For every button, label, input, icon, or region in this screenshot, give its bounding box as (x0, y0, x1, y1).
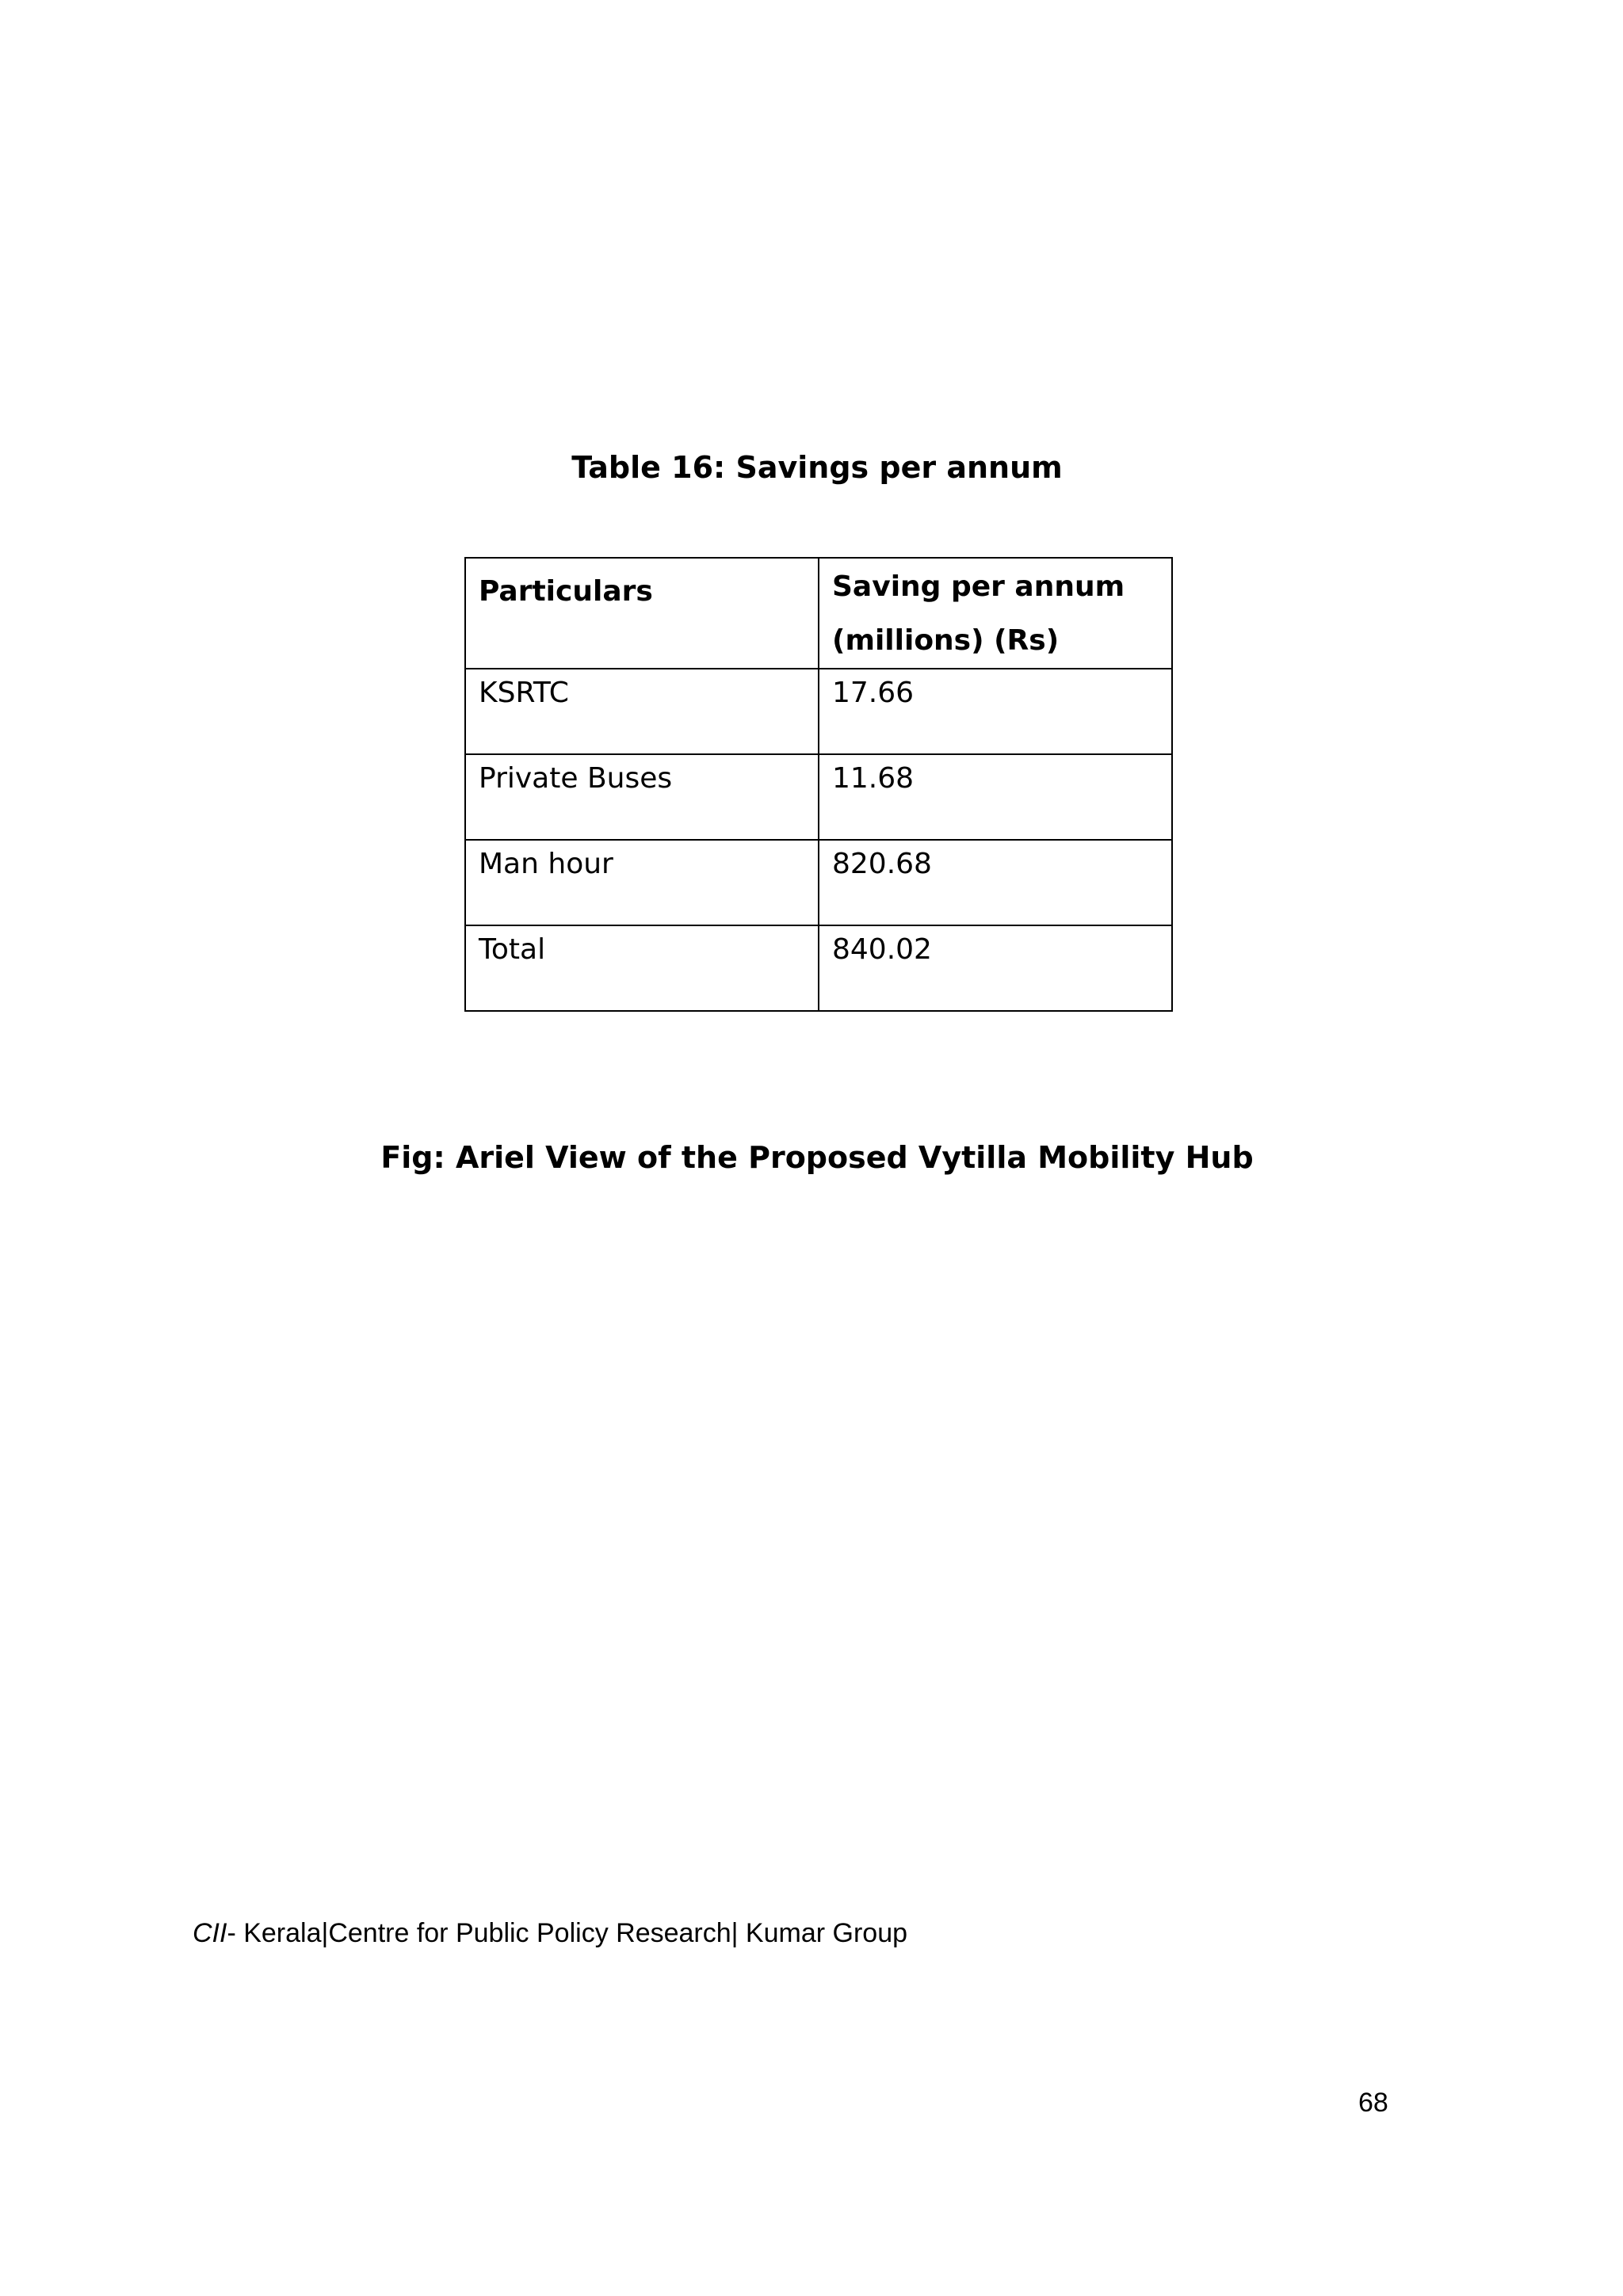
row-particular: Private Buses (465, 754, 819, 840)
header-particulars: Particulars (465, 558, 819, 669)
header-saving-line1: Saving per annum (832, 570, 1125, 603)
table-title: Table 16: Savings per annum (571, 450, 1063, 485)
table-row (465, 669, 1172, 754)
footer-text: - Kerala|Centre for Public Policy Research| Kumar Group (227, 1918, 908, 1948)
table-row (465, 925, 1172, 1011)
footer-org: CII (193, 1918, 227, 1948)
page-number: 68 (1358, 2088, 1388, 2118)
row-particular: Total (465, 925, 819, 1011)
page-footer (193, 1916, 907, 1951)
row-particular: KSRTC (465, 669, 819, 754)
row-saving: 820.68 (819, 840, 1172, 925)
header-saving-per-annum (819, 558, 1172, 669)
header-saving-line2: (millions) (Rs) (832, 624, 1060, 657)
table-header-row (465, 558, 1172, 669)
table-row (465, 754, 1172, 840)
row-saving: 17.66 (819, 669, 1172, 754)
figure-caption: Fig: Ariel View of the Proposed Vytilla Mobility Hub (380, 1140, 1254, 1175)
table-row (465, 840, 1172, 925)
savings-table (464, 557, 1173, 1012)
row-saving: 840.02 (819, 925, 1172, 1011)
row-saving: 11.68 (819, 754, 1172, 840)
row-particular: Man hour (465, 840, 819, 925)
